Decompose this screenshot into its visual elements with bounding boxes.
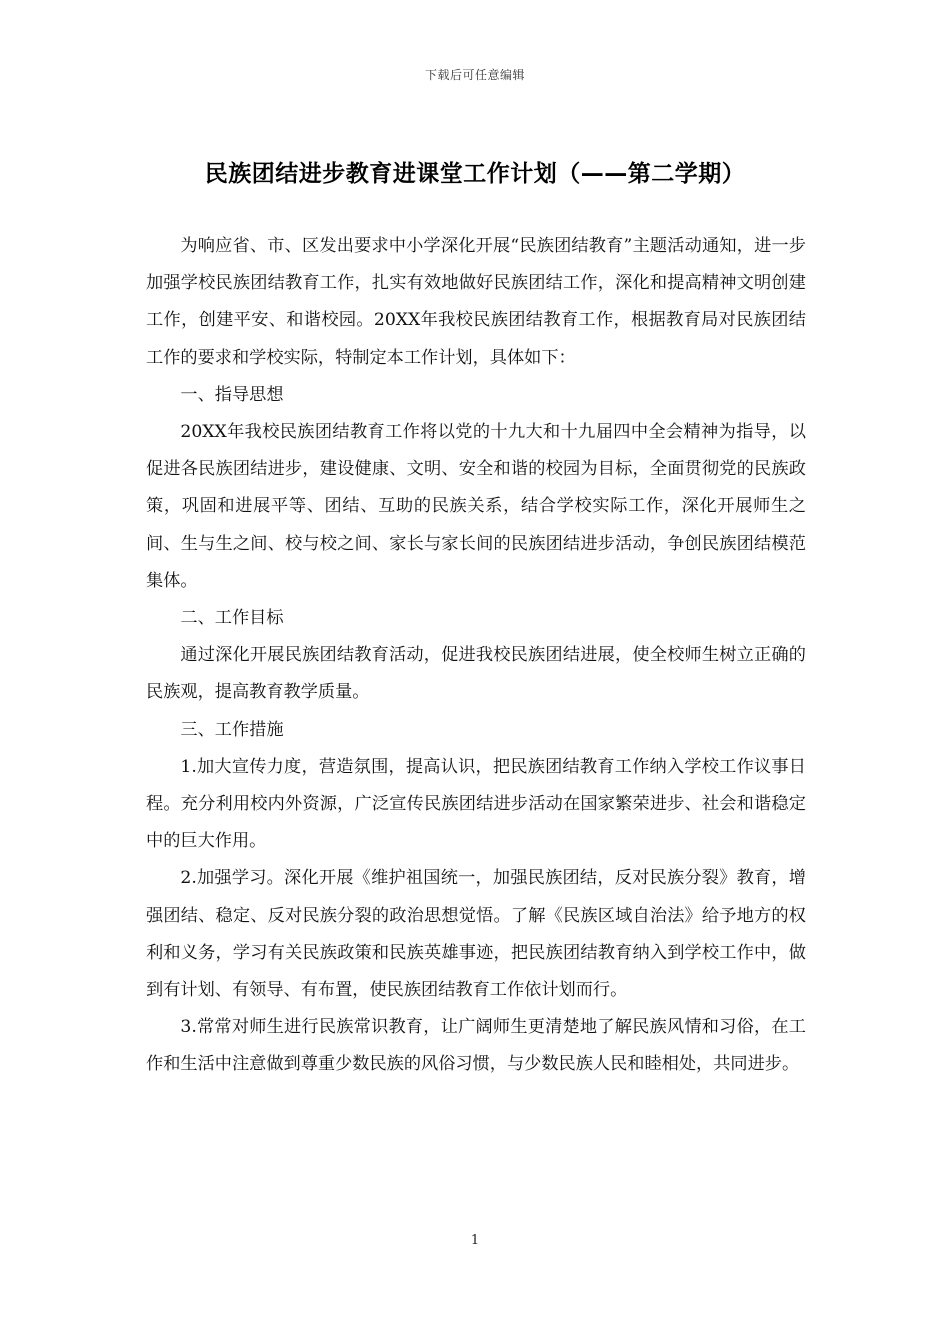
document-title: 民族团结进步教育进课堂工作计划（——第二学期） [204,161,746,187]
intro-paragraph: 为响应省、市、区发出要求中小学深化开展“民族团结教育”主题活动通知，进一步加强学校民族团结教育工作，扎实有效地做好民族团结工作，深化和提高精神文明创建工作，创建平安、和谐校园。20XX年我校民族团结教育工作，根据教育局对民族团结工作的要求和学校实际，特制定本工作计划，具体如下： [146,236,806,368]
section-heading-work-goals: 二、工作目标 [180,608,284,629]
measure-item-3: 3.常常对师生进行民族常识教育，让广阔师生更清楚地了解民族风情和习俗，在工作和生活中注意做到尊重少数民族的风俗习惯，与少数民族人民和睦相处，共同进步。 [146,1017,806,1075]
section-heading-work-measures: 三、工作措施 [180,719,284,740]
measure-item-2: 2.加强学习。深化开展《维护祖国统一，加强民族团结，反对民族分裂》教育，增强团结、稳定、反对民族分裂的政治思想觉悟。了解《民族区域自治法》给予地方的权利和义务，学习有关民族政策和民族英雄事迹，把民族团结教育纳入到学校工作中，做到有计划、有领导、有布置，使民族团结教育工作依计划而行。 [146,868,806,1001]
work-goals-paragraph: 通过深化开展民族团结教育活动，促进我校民族团结进展，使全校师生树立正确的民族观，提高教育教学质量。 [146,645,806,703]
document-body [146,228,806,1084]
page-number: 1 [470,1233,480,1248]
section-heading-guiding-thought: 一、指导思想 [180,384,284,405]
measure-item-1: 1.加大宣传力度，营造氛围，提高认识，把民族团结教育工作纳入学校工作议事日程。充分利用校内外资源，广泛宣传民族团结进步活动在国家繁荣进步、社会和谐稳定中的巨大作用。 [146,756,806,852]
guiding-thought-paragraph: 20XX年我校民族团结教育工作将以党的十九大和十九届四中全会精神为指导，以促进各民族团结进步，建设健康、文明、安全和谐的校园为目标，全面贯彻党的民族政策，巩固和进展平等、团结、互助的民族关系，结合学校实际工作，深化开展师生之间、生与生之间、校与校之间、家长与家长间的民族团结进步活动，争创民族团结模范集体。 [146,422,806,591]
page-header: 下载后可任意编辑 [424,68,525,82]
